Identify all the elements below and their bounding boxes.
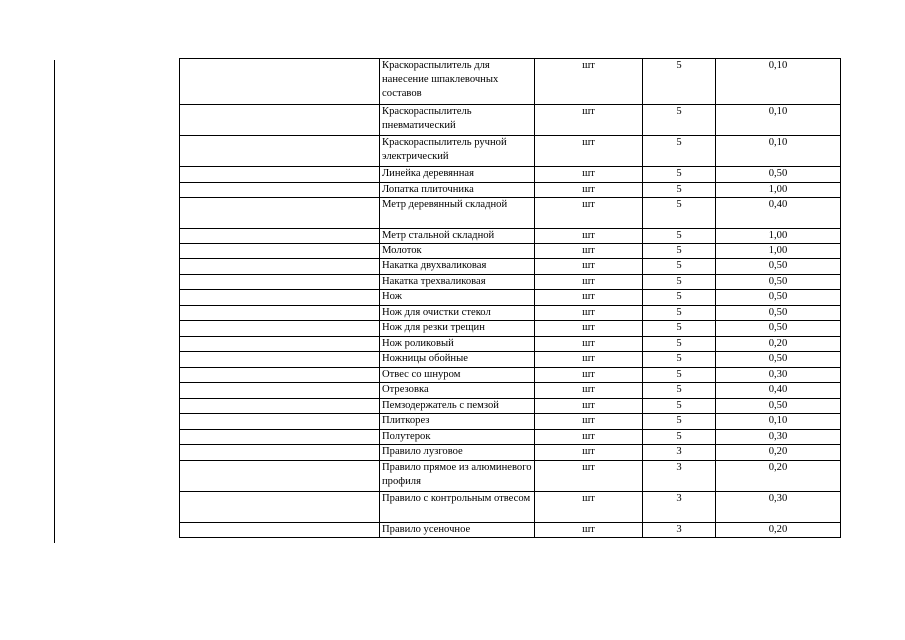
table-row xyxy=(180,198,841,229)
item-name-cell: Краскораспылитель ручной электрический xyxy=(380,136,535,167)
row-empty-cell xyxy=(180,352,380,368)
item-unit-cell: шт xyxy=(535,414,643,430)
item-qty-cell: 3 xyxy=(643,445,716,461)
row-empty-cell xyxy=(180,275,380,290)
item-name-cell: Плиткорез xyxy=(380,414,535,430)
table-row xyxy=(180,383,841,399)
item-value-cell: 0,10 xyxy=(716,59,841,105)
item-value-cell: 0,30 xyxy=(716,492,841,523)
item-name-cell: Накатка трехваликовая xyxy=(380,275,535,290)
item-name-cell: Лопатка плиточника xyxy=(380,183,535,198)
item-qty-cell: 5 xyxy=(643,337,716,352)
table-row xyxy=(180,290,841,306)
item-value-cell: 0,20 xyxy=(716,523,841,538)
row-empty-cell xyxy=(180,414,380,430)
item-value-cell: 0,10 xyxy=(716,136,841,167)
item-qty-cell: 5 xyxy=(643,229,716,244)
row-empty-cell xyxy=(180,136,380,167)
item-value-cell: 0,20 xyxy=(716,445,841,461)
item-qty-cell: 5 xyxy=(643,259,716,275)
row-empty-cell xyxy=(180,492,380,523)
item-value-cell: 0,10 xyxy=(716,414,841,430)
table-row xyxy=(180,321,841,337)
table-row xyxy=(180,492,841,523)
item-unit-cell: шт xyxy=(535,105,643,136)
item-name-cell: Ножницы обойные xyxy=(380,352,535,368)
row-empty-cell xyxy=(180,368,380,383)
row-empty-cell xyxy=(180,59,380,105)
item-qty-cell: 5 xyxy=(643,198,716,229)
row-empty-cell xyxy=(180,321,380,337)
item-unit-cell: шт xyxy=(535,445,643,461)
item-value-cell: 0,20 xyxy=(716,337,841,352)
item-value-cell: 0,50 xyxy=(716,290,841,306)
item-value-cell: 0,50 xyxy=(716,321,841,337)
item-name-cell: Краскораспылитель пневматический xyxy=(380,105,535,136)
item-value-cell: 1,00 xyxy=(716,183,841,198)
item-qty-cell: 5 xyxy=(643,321,716,337)
table-row xyxy=(180,105,841,136)
item-unit-cell: шт xyxy=(535,167,643,183)
item-unit-cell: шт xyxy=(535,321,643,337)
item-qty-cell: 5 xyxy=(643,352,716,368)
row-empty-cell xyxy=(180,183,380,198)
item-name-cell: Правило лузговое xyxy=(380,445,535,461)
row-empty-cell xyxy=(180,430,380,445)
item-unit-cell: шт xyxy=(535,399,643,414)
row-empty-cell xyxy=(180,399,380,414)
row-empty-cell xyxy=(180,229,380,244)
left-margin-line xyxy=(54,60,55,543)
item-name-cell: Метр деревянный складной xyxy=(380,198,535,229)
item-qty-cell: 5 xyxy=(643,136,716,167)
item-qty-cell: 3 xyxy=(643,492,716,523)
row-empty-cell xyxy=(180,244,380,259)
item-unit-cell: шт xyxy=(535,59,643,105)
table-row xyxy=(180,229,841,244)
table-row xyxy=(180,275,841,290)
item-unit-cell: шт xyxy=(535,523,643,538)
inventory-table-body xyxy=(180,59,841,538)
item-unit-cell: шт xyxy=(535,368,643,383)
item-name-cell: Молоток xyxy=(380,244,535,259)
item-name-cell: Правило усеночное xyxy=(380,523,535,538)
item-qty-cell: 5 xyxy=(643,290,716,306)
item-unit-cell: шт xyxy=(535,275,643,290)
table-row xyxy=(180,368,841,383)
item-unit-cell: шт xyxy=(535,244,643,259)
row-empty-cell xyxy=(180,167,380,183)
item-name-cell: Метр стальной складной xyxy=(380,229,535,244)
item-qty-cell: 5 xyxy=(643,244,716,259)
item-unit-cell: шт xyxy=(535,259,643,275)
item-unit-cell: шт xyxy=(535,383,643,399)
table-row xyxy=(180,430,841,445)
item-qty-cell: 5 xyxy=(643,399,716,414)
row-empty-cell xyxy=(180,105,380,136)
table-row xyxy=(180,414,841,430)
item-value-cell: 0,50 xyxy=(716,167,841,183)
table-row xyxy=(180,306,841,321)
item-unit-cell: шт xyxy=(535,492,643,523)
item-value-cell: 0,50 xyxy=(716,306,841,321)
table-row xyxy=(180,337,841,352)
item-value-cell: 0,40 xyxy=(716,198,841,229)
item-qty-cell: 5 xyxy=(643,167,716,183)
table-row xyxy=(180,399,841,414)
table-row xyxy=(180,352,841,368)
item-qty-cell: 5 xyxy=(643,59,716,105)
row-empty-cell xyxy=(180,337,380,352)
item-value-cell: 0,40 xyxy=(716,383,841,399)
item-name-cell: Нож xyxy=(380,290,535,306)
row-empty-cell xyxy=(180,306,380,321)
item-qty-cell: 3 xyxy=(643,461,716,492)
row-empty-cell xyxy=(180,445,380,461)
item-name-cell: Отрезовка xyxy=(380,383,535,399)
table-row xyxy=(180,59,841,105)
item-unit-cell: шт xyxy=(535,198,643,229)
item-name-cell: Правило прямое из алюминевого профиля xyxy=(380,461,535,492)
item-value-cell: 0,50 xyxy=(716,352,841,368)
item-name-cell: Краскораспылитель для нанесение шпаклевочных составов xyxy=(380,59,535,105)
item-unit-cell: шт xyxy=(535,461,643,492)
item-name-cell: Полутерок xyxy=(380,430,535,445)
item-qty-cell: 3 xyxy=(643,523,716,538)
item-unit-cell: шт xyxy=(535,430,643,445)
row-empty-cell xyxy=(180,523,380,538)
row-empty-cell xyxy=(180,259,380,275)
item-value-cell: 0,30 xyxy=(716,430,841,445)
item-qty-cell: 5 xyxy=(643,414,716,430)
item-value-cell: 0,20 xyxy=(716,461,841,492)
item-value-cell: 0,50 xyxy=(716,275,841,290)
table-row xyxy=(180,461,841,492)
table-row xyxy=(180,244,841,259)
item-unit-cell: шт xyxy=(535,306,643,321)
item-name-cell: Накатка двухваликовая xyxy=(380,259,535,275)
item-unit-cell: шт xyxy=(535,352,643,368)
table-row xyxy=(180,523,841,538)
item-qty-cell: 5 xyxy=(643,183,716,198)
table-row xyxy=(180,183,841,198)
item-name-cell: Правило с контрольным отвесом xyxy=(380,492,535,523)
row-empty-cell xyxy=(180,198,380,229)
item-name-cell: Пемзодержатель с пемзой xyxy=(380,399,535,414)
item-value-cell: 0,50 xyxy=(716,399,841,414)
item-value-cell: 0,50 xyxy=(716,259,841,275)
item-name-cell: Нож для резки трещин xyxy=(380,321,535,337)
item-qty-cell: 5 xyxy=(643,105,716,136)
item-name-cell: Отвес со шнуром xyxy=(380,368,535,383)
item-name-cell: Нож для очистки стекол xyxy=(380,306,535,321)
table-row xyxy=(180,136,841,167)
table-row xyxy=(180,259,841,275)
item-value-cell: 1,00 xyxy=(716,244,841,259)
row-empty-cell xyxy=(180,383,380,399)
table-row xyxy=(180,167,841,183)
item-value-cell: 1,00 xyxy=(716,229,841,244)
item-unit-cell: шт xyxy=(535,337,643,352)
inventory-table xyxy=(179,58,841,538)
item-unit-cell: шт xyxy=(535,229,643,244)
item-unit-cell: шт xyxy=(535,290,643,306)
item-qty-cell: 5 xyxy=(643,430,716,445)
row-empty-cell xyxy=(180,290,380,306)
item-name-cell: Линейка деревянная xyxy=(380,167,535,183)
item-value-cell: 0,30 xyxy=(716,368,841,383)
table-row xyxy=(180,445,841,461)
item-name-cell: Нож роликовый xyxy=(380,337,535,352)
item-qty-cell: 5 xyxy=(643,275,716,290)
item-value-cell: 0,10 xyxy=(716,105,841,136)
item-qty-cell: 5 xyxy=(643,368,716,383)
item-unit-cell: шт xyxy=(535,136,643,167)
item-qty-cell: 5 xyxy=(643,306,716,321)
row-empty-cell xyxy=(180,461,380,492)
item-qty-cell: 5 xyxy=(643,383,716,399)
item-unit-cell: шт xyxy=(535,183,643,198)
